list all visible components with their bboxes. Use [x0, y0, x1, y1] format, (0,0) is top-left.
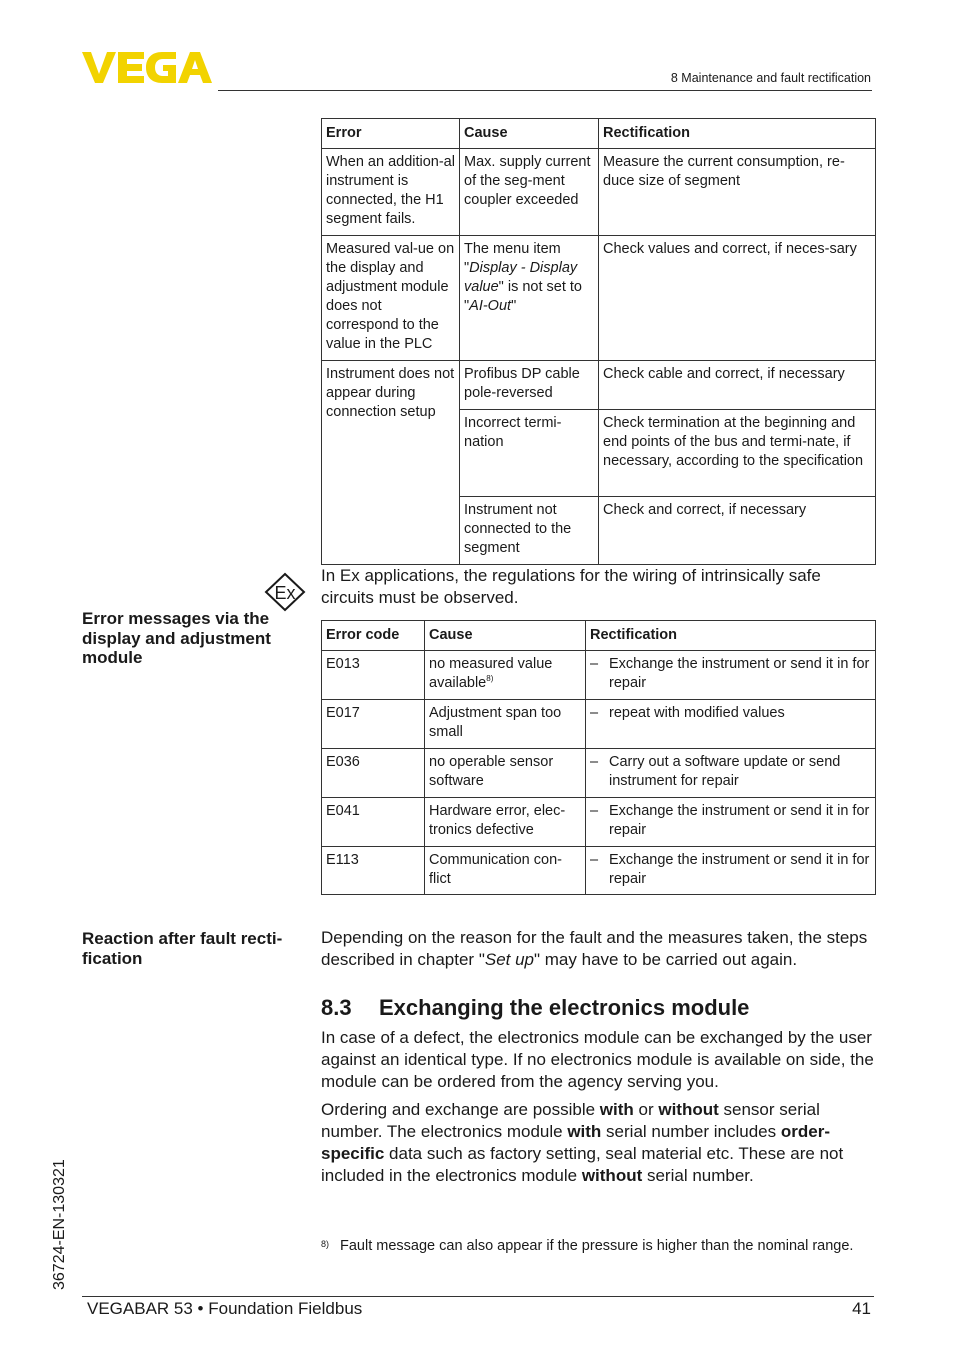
footer-product: VEGABAR 53 • Foundation Fieldbus: [87, 1299, 363, 1318]
rectification-cell: Check and correct, if necessary: [599, 497, 876, 565]
side-heading-reaction: Reaction after fault recti-fication: [82, 929, 283, 968]
table-row: [322, 651, 876, 700]
text-run: Ordering and exchange are possible: [321, 1100, 600, 1119]
table-row: [322, 847, 876, 895]
header-divider: [218, 90, 872, 91]
bold-run: order-specific: [321, 1122, 830, 1163]
paragraph: In case of a defect, the electronics module can be exchanged by the user against an identical type. If no electronics module is available on side, the module can be ordered from the agency serving you.: [321, 1028, 874, 1091]
section-heading: 8.3 Exchanging the electronics module: [321, 995, 750, 1020]
cause-cell: no measured value available$^{8)}$: [425, 651, 586, 700]
bold-run: with: [567, 1122, 602, 1141]
text-run: serial number.: [642, 1166, 754, 1185]
column-header: Rectification: [586, 621, 876, 651]
footnote: [321, 1237, 881, 1256]
rectification-cell: Check termination at the beginning and end points of the bus and termi-nate, if necessary, according to the specification: [599, 410, 876, 497]
text-run: data such as factory setting, seal material etc. These are not included in the electronics module: [321, 1144, 844, 1185]
cause-cell: no operable sensor software: [425, 749, 586, 798]
error-code-cell: E013: [322, 651, 425, 700]
text-run: or: [633, 1100, 659, 1119]
vega-logo: [82, 52, 212, 84]
bold-run: without: [658, 1100, 719, 1119]
text-run: sensor serial number. The electronics module: [321, 1100, 820, 1141]
table-row: [322, 798, 876, 847]
error-code-cell: E036: [322, 749, 425, 798]
table-row: [322, 236, 876, 361]
column-header: Cause: [460, 119, 599, 149]
table-row: [322, 149, 876, 236]
section-title: 8 Maintenance and fault rectification: [670, 71, 871, 85]
column-header: Cause: [425, 621, 586, 651]
document-id: 36724-EN-130321: [51, 1159, 68, 1290]
footnote-ref: 8): [486, 674, 494, 684]
rectification-cell: Measure the current consumption, re-duce size of segment: [599, 149, 876, 236]
rectification-cell: – Exchange the instrument or send it in for repair: [586, 651, 876, 700]
rectification-cell: Check values and correct, if neces-sary: [599, 236, 876, 361]
cause-cell: Hardware error, elec-tronics defective: [425, 798, 586, 847]
column-header: Error code: [322, 621, 425, 651]
rectification-cell: Check cable and correct, if necessary: [599, 361, 876, 410]
bold-run: with: [599, 1100, 634, 1119]
error-cell: Instrument does not appear during connection setup: [322, 361, 460, 565]
column-header: Error: [322, 119, 460, 149]
error-code-table: [321, 620, 876, 895]
cause-cell: Instrument not connected to the segment: [460, 497, 599, 565]
error-code-cell: E041: [322, 798, 425, 847]
bold-run: without: [581, 1166, 643, 1185]
footnote-text: Fault message can also appear if the pressure is higher than the nominal range.: [340, 1238, 854, 1254]
cause-cell: The menu item "Display - Display value" is not set to "AI-Out": [460, 236, 599, 361]
table-row: [322, 749, 876, 798]
table-row: [322, 700, 876, 749]
table-header-row: [322, 119, 876, 149]
cause-cell: Adjustment span too small: [425, 700, 586, 749]
cause-cell: Incorrect termi-nation: [460, 410, 599, 497]
fault-table: [321, 118, 876, 565]
footer-divider: [82, 1296, 874, 1297]
table-header-row: [322, 621, 876, 651]
reaction-paragraph: Depending on the reason for the fault and the measures taken, the steps described in chapter "Set up" may have to be carried out again.: [321, 928, 868, 969]
footnote-mark: 8): [321, 1239, 330, 1249]
error-cell: Measured val-ue on the display and adjustment module does not correspond to the value in the PLC: [322, 236, 460, 361]
rectification-cell: – Exchange the instrument or send it in for repair: [586, 798, 876, 847]
table-row: [322, 361, 876, 410]
ex-note: In Ex applications, the regulations for the wiring of intrinsically safe circuits must be observed.: [321, 566, 821, 607]
page-number: 41: [852, 1299, 871, 1318]
error-cell: When an addition-al instrument is connected, the H1 segment fails.: [322, 149, 460, 236]
error-code-cell: E017: [322, 700, 425, 749]
text-run: serial number includes: [601, 1122, 781, 1141]
rectification-cell: – repeat with modified values: [586, 700, 876, 749]
svg-text:Ex: Ex: [274, 583, 296, 603]
cause-cell: Profibus DP cable pole-reversed: [460, 361, 599, 410]
paragraph: [321, 1099, 881, 1187]
ex-icon: [264, 572, 306, 612]
rectification-cell: – Carry out a software update or send instrument for repair: [586, 749, 876, 798]
column-header: Rectification: [599, 119, 876, 149]
rectification-cell: – Exchange the instrument or send it in for repair: [586, 847, 876, 895]
section-body: [321, 1027, 881, 1193]
cause-cell: Max. supply current of the seg-ment coupler exceeded: [460, 149, 599, 236]
error-code-cell: E113: [322, 847, 425, 895]
cause-cell: Communication con-flict: [425, 847, 586, 895]
side-heading-error-messages: Error messages via the display and adjustment module: [82, 609, 271, 667]
